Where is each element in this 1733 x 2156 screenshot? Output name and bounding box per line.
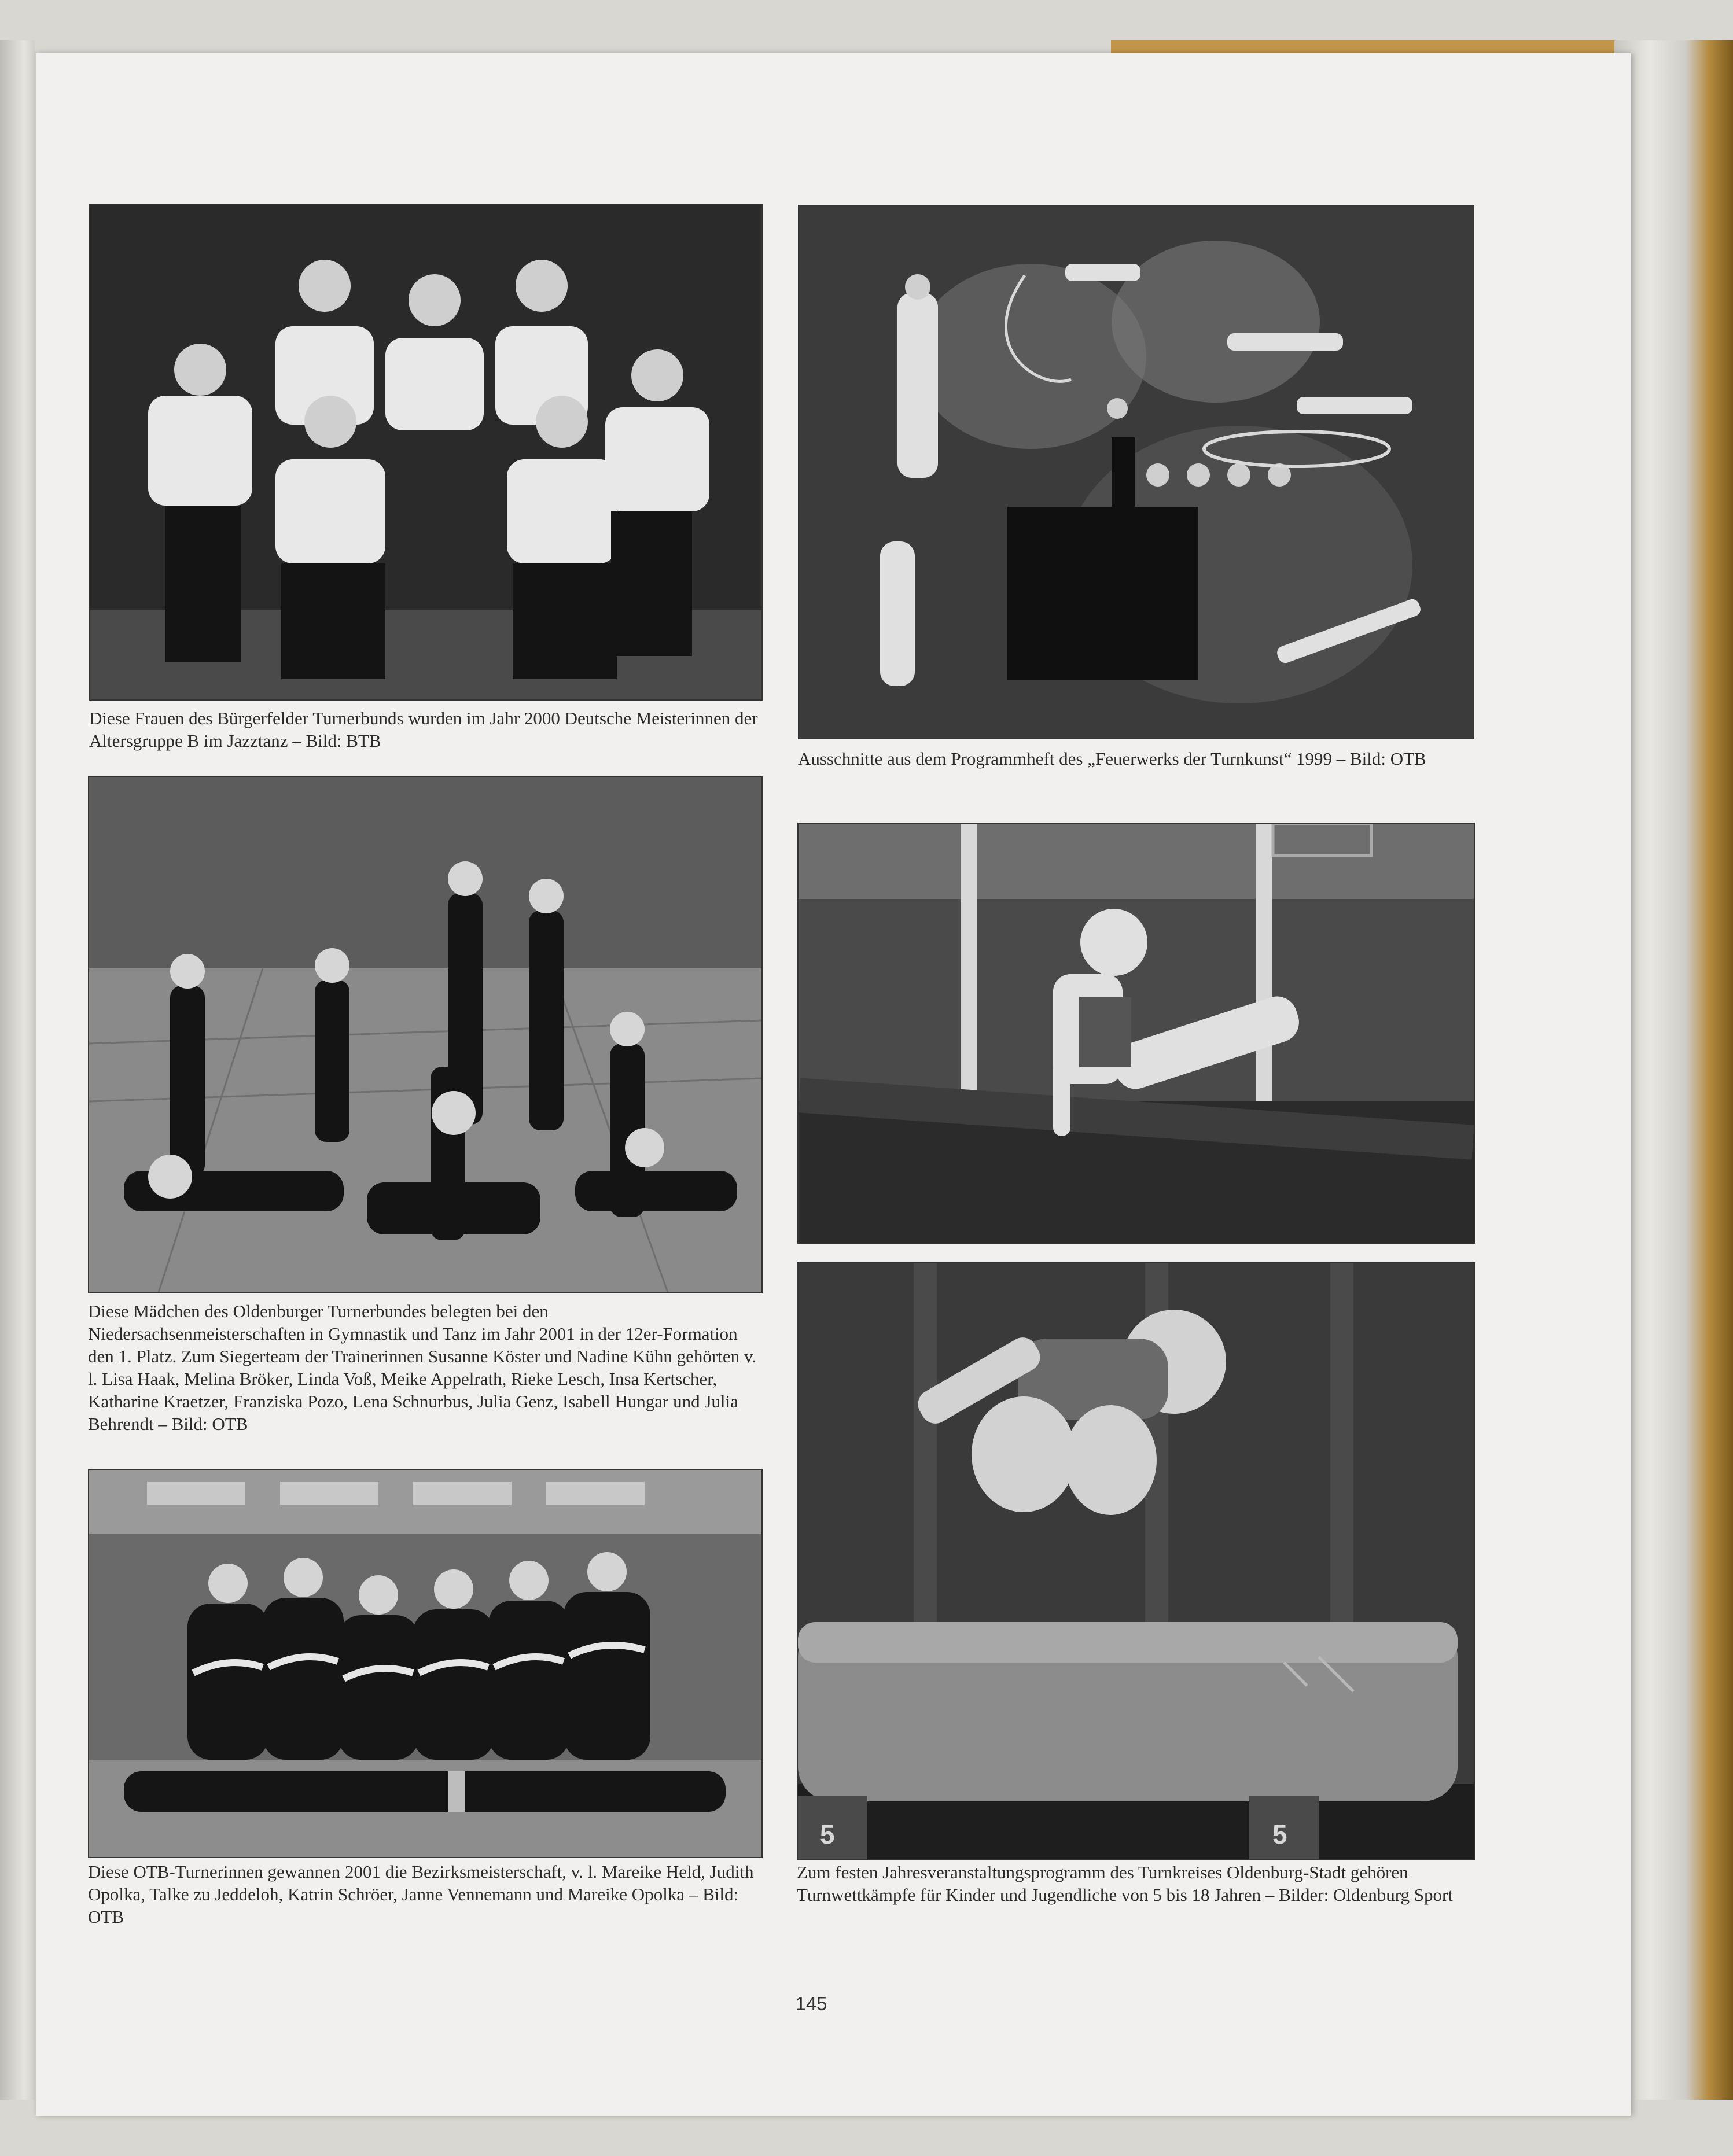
caption-youth-gymnastics-competitions: Zum festen Jahresveranstaltungsprogramm des Turnkreises Oldenburg-Stadt gehören Turnwettkämpfe für Kinder und Jugendliche von 5 bis 18 Jahren – Bilder: Oldenburg Sport bbox=[797, 1862, 1453, 1905]
photo-program-collage bbox=[798, 205, 1474, 739]
page-number: 145 bbox=[795, 1993, 827, 2014]
mat-number-right: 5 bbox=[1272, 1819, 1287, 1849]
book-edge-left bbox=[0, 40, 35, 2100]
photo-otb-gymnasts bbox=[88, 1469, 763, 1858]
book-page bbox=[36, 53, 1631, 2116]
photo-girl-vault bbox=[797, 1262, 1475, 1860]
caption-jazzdance-women: Diese Frauen des Bürgerfelder Turnerbunds wurden im Jahr 2000 Deutsche Meisterinnen der Altersgruppe B im Jazztanz – Bild: BTB bbox=[89, 708, 758, 751]
photo-jazzdance-women bbox=[89, 204, 763, 701]
photo-gymnastics-dance-girls bbox=[88, 776, 763, 1293]
caption-gymnastics-dance-girls: Diese Mädchen des Oldenburger Turnerbundes belegten bei den Niedersachsenmeisterschaften in Gymnastik und Tanz im Jahr 2001 in der 12er-Formation den 1. Platz. Zum Siegerteam der Trainerinnen Susanne Köster und Nadine Kühn gehörten v. l. Lisa Haak, Melina Bröker, Linda Voß, Meike Appelrath, Rieke Lesch, Insa Kertscher, Katharine Kraetzer, Franziska Pozo, Lena Schnurbus, Julia Genz, Isabell Hungar und Julia Behrendt – Bild: OTB bbox=[88, 1301, 757, 1434]
caption-otb-gymnasts: Diese OTB-Turnerinnen gewannen 2001 die Bezirksmeisterschaft, v. l. Mareike Held, Judith Opolka, Talke zu Jeddeloh, Katrin Schröer, Janne Vennemann und Mareike Opolka – Bild: OTB bbox=[88, 1862, 754, 1927]
mat-number-left: 5 bbox=[820, 1819, 835, 1849]
book-cover-right bbox=[1614, 40, 1733, 2100]
caption-program-collage: Ausschnitte aus dem Programmheft des „Feuerwerks der Turnkunst“ 1999 – Bild: OTB bbox=[798, 749, 1426, 769]
photo-boy-balance-beam bbox=[797, 823, 1475, 1244]
